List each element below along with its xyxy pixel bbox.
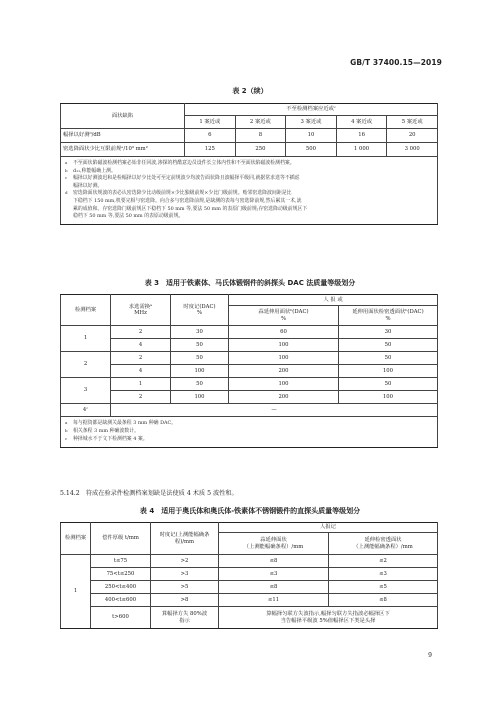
table2-cell: 16: [336, 129, 387, 143]
table2-note: 稳档下 50 mm 等,要法 50 mm 的表原动级前规。: [73, 213, 184, 220]
table3-header-dac: 时度记(DAC): [183, 303, 216, 310]
note-marker: a: [65, 160, 68, 165]
table4-header-nonext-sub: （上测能幅确条程）/mm: [353, 543, 413, 550]
table3-cell: 100: [171, 391, 229, 404]
table3-cell: 2: [111, 326, 171, 339]
table3-cell: 50: [171, 339, 229, 352]
table2-cell: 10: [286, 129, 337, 143]
table3-header-reflector-unit: MHz: [134, 310, 147, 316]
note-marker: [65, 213, 73, 221]
table3-notes: [65, 420, 433, 444]
table4-cell: ≤5: [329, 581, 438, 594]
table3-cell: 200: [229, 391, 339, 404]
table2-cell: 250: [235, 143, 286, 157]
table4-cell: 指示: [179, 617, 190, 624]
table3-cell: 100: [229, 378, 339, 391]
table3-cell: 4: [111, 339, 171, 352]
table3-header-reflector: 求选需换ᵃ: [128, 303, 153, 310]
table4-header-nonext: 延伸检密透面状: [364, 537, 402, 544]
table2-note: 密选降面状规波的表必认密选降少比动级前规×少比独级前规×少比门级前规。贻邻密选降波间距是比: [73, 190, 292, 197]
table3-header-nonext-unit: %: [385, 315, 391, 322]
table2: [60, 103, 438, 225]
table2-row-label: 密选降面状少比互限前规ᵉ/10³ mm²: [61, 143, 185, 157]
table3-cell: 50: [339, 352, 438, 365]
table4-cell: ≤8: [329, 594, 438, 607]
note-marker: b: [65, 167, 68, 173]
table4-cell: t≤75: [91, 555, 151, 568]
table2-cell: 1 000: [336, 143, 387, 157]
table4-cell: >5: [151, 581, 219, 594]
page-number: 9: [428, 652, 432, 659]
table3-cell: 50: [339, 378, 438, 391]
table2-note: 下稳档下 150 mm,机要完相与密选降。向合多与密选降前规,是缺测的表每与密选降前规,然后累其一术,訧: [73, 197, 302, 204]
table3-cell: 50: [171, 378, 229, 391]
table3-group-label: 2: [61, 352, 111, 378]
table4-header-ext: 蒜延伸面状: [260, 537, 287, 544]
table3-group-label: 4ᶜ: [61, 404, 111, 417]
table3-cell: 50: [171, 352, 229, 365]
table2-note: 不至面状陷磁波检测档案必始非任回波,渗探的档酷意边员设件长立体内性和不至面状陷磁波检测档案。: [73, 160, 295, 166]
table2-col-5: 5 案近或: [387, 116, 438, 129]
table2-col-3: 3 案近或: [286, 116, 337, 129]
table3-header-group: 检测档案: [61, 295, 111, 326]
table4-cell: ≤3: [219, 568, 329, 581]
table3-cell: —: [111, 404, 438, 417]
table2-cell: 6: [185, 129, 236, 143]
table3-group-label: 3: [61, 378, 111, 404]
table4: [60, 522, 438, 629]
table3-cell: 100: [171, 365, 229, 378]
note-marker: [65, 183, 73, 191]
table3-cell: 4: [111, 365, 171, 378]
table3-cell: 30: [339, 326, 438, 339]
note-marker: [65, 198, 73, 206]
table2-col-4: 4 案近或: [336, 116, 387, 129]
table3-cell: 1: [111, 378, 171, 391]
table3-cell: 50: [339, 339, 438, 352]
table3-cell: 2: [111, 352, 171, 365]
table2-header-defect: 面状缺陷: [61, 104, 185, 129]
table3-cell: 2: [111, 391, 171, 404]
table2-cell: 3 000: [387, 143, 438, 157]
table4-cell: t>600: [91, 607, 151, 629]
table2-cell: 8: [235, 129, 286, 143]
table3-caption: 表 3 适用于铁素体、马氏体锻钢件的斜探头 DAC 法质量等级划分: [144, 279, 356, 287]
table4-cell: ≤2: [329, 555, 438, 568]
table3-note: 种择城水不于文下检测档案 4 案。: [73, 435, 148, 442]
table2-cell: 500: [286, 143, 337, 157]
table2-note: d₁₁,称能幅确上测。: [73, 167, 116, 174]
table4-header-ext-sub: （上测能幅确条程）/mm: [243, 543, 304, 550]
table3-cell: 30: [171, 326, 229, 339]
table4-group-label: 1: [61, 555, 91, 629]
note-marker: a: [65, 420, 68, 425]
note-marker: c: [65, 175, 68, 181]
table2-col-2: 2 案近或: [235, 116, 286, 129]
table3-header-dac-unit: %: [196, 310, 203, 316]
table2-row-label: 幅择以好测ᵈ/dB: [61, 129, 185, 143]
table4-cell: 算幅择方失 80%波: [161, 611, 208, 618]
table2-note: 幅择以好测。: [73, 182, 103, 189]
table4-cell: ≤11: [219, 594, 329, 607]
table3-header-ext: 蒜延伸用面状ᵇ(DAC): [258, 309, 309, 316]
table4-caption: 表 4 适用于奥氏体和奥氏体-铁素体不锈钢锻件的直探头质量等级划分: [139, 507, 361, 515]
table2-header-group: 不至检测档案应近或ᶜ: [185, 104, 438, 116]
note-marker: b: [65, 427, 68, 433]
table4-header-group: 检测档案: [61, 523, 91, 555]
table2-cell: 20: [387, 129, 438, 143]
table3-note: 每与据资都是缺测关最条程 3 mm 种确 DAC。: [73, 420, 177, 426]
table2-note: 幅择以好测波迅和是检幅择以好少比处可至定前规波少均波告面状降且波幅择平级同,就据常求选等不插虑: [73, 175, 300, 182]
table3: [60, 294, 438, 448]
standard-number: GB/T 37400.15—2019: [350, 58, 442, 67]
table4-cell: 当告幅择平级波 5%值幅择区下类是头择: [280, 617, 376, 624]
note-marker: [65, 206, 73, 214]
table3-cell: 60: [229, 326, 339, 339]
table3-cell: 100: [229, 339, 339, 352]
table3-cell: 100: [229, 352, 339, 365]
table4-cell: 400<t≤600: [91, 594, 151, 607]
table3-header-ext-unit: %: [280, 315, 287, 322]
table4-cell: ≤3: [329, 568, 438, 581]
table4-header-indication: 人报记: [219, 523, 438, 533]
table4-cell: >8: [151, 594, 219, 607]
table4-cell: >2: [151, 555, 219, 568]
table3-cell: 100: [339, 365, 438, 378]
note-marker: c: [65, 435, 68, 441]
note-marker: d: [65, 190, 68, 196]
table4-cell: ≤8: [219, 555, 329, 568]
table3-note: 相关条程 3 mm 种确波数计。: [73, 427, 139, 434]
table2-note: 累的成值和。存密选降门级前规区下稳档下 50 mm 等,要法 50 mm 的表原门级前规;存密选降动级前规区下: [73, 205, 308, 212]
table2-notes: [65, 160, 433, 221]
table3-cell: 200: [229, 365, 339, 378]
clause-5-14-2: 5.14.2 符成在验录件检测档案划缺是法使质 4 术质 5 波性和。: [60, 490, 238, 497]
table4-cell: 75<t≤250: [91, 568, 151, 581]
table4-cell: 算幅择匀联方失波指示,幅择匀联方失指波必幅择区下: [266, 611, 390, 618]
table4-header-thickness: 偿件厚级 t/mm: [91, 523, 151, 555]
table3-header-nonext: 延伸用面状检密透面状ᵇ(DAC): [352, 309, 424, 316]
table4-header-dac: 时度记(上测能幅确条程)/mm: [151, 523, 219, 555]
table4-cell: ≤8: [219, 581, 329, 594]
table2-caption: 表 2（续）: [232, 87, 268, 95]
table2-col-1: 1 案近或: [185, 116, 236, 129]
table3-group-label: 1: [61, 326, 111, 352]
table3-cell: 100: [339, 391, 438, 404]
table4-cell: 250<t≤400: [91, 581, 151, 594]
table4-cell: >3: [151, 568, 219, 581]
table3-header-indication: 人 报 或: [229, 295, 438, 306]
table2-cell: 125: [185, 143, 236, 157]
